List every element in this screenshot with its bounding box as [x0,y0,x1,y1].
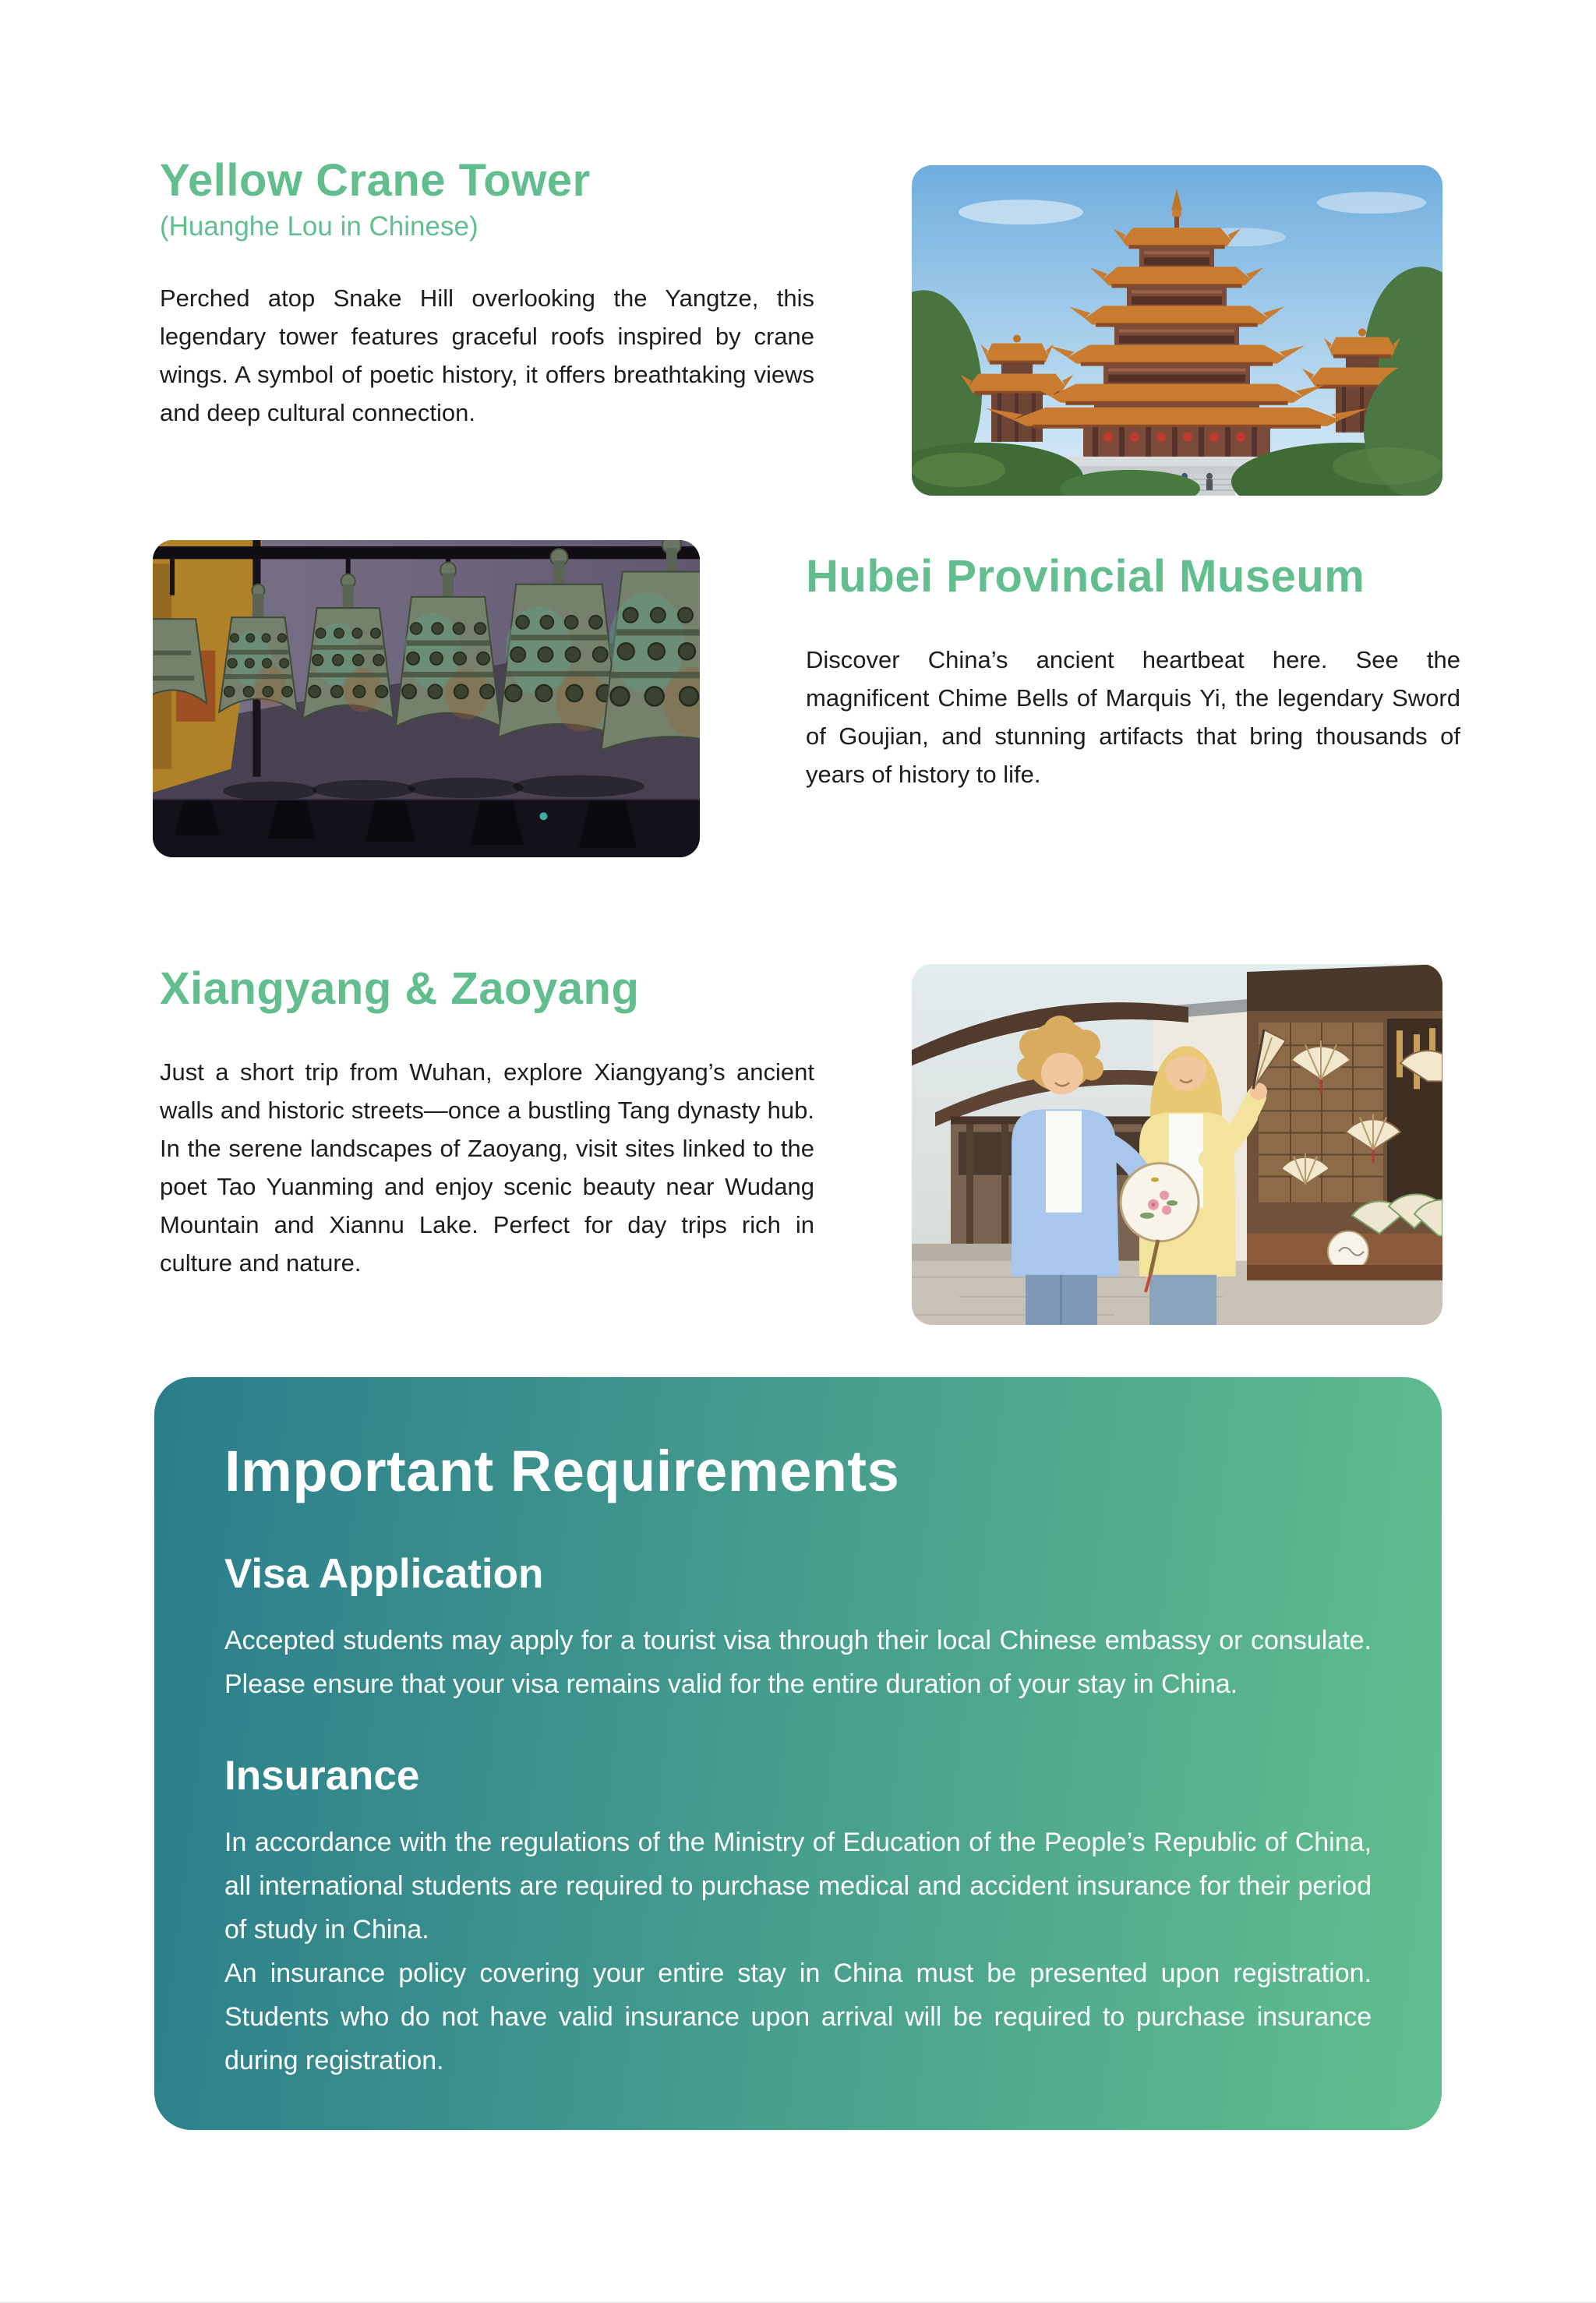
section-body: Perched atop Snake Hill overlooking the Yangtze, this legendary tower features graceful roofs inspired by crane wings. A symbol of poetic history, it offers breathtaking views and deep cultural connection. [160,284,814,426]
important-requirements-panel [154,1377,1442,2130]
visa-application-text: Accepted students may apply for a tourist visa through their local Chinese embassy or consulate. Please ensure that your visa remains valid for the entire duration of your stay in China. [224,1626,1372,1700]
section-hubei-provincial-museum [806,552,1460,793]
tourists-fan-stall-illustration [912,964,1442,1325]
bronze-bells-illustration [153,540,700,857]
fan-market-photo [912,964,1442,1325]
section-subtitle: (Huanghe Lou in Chinese) [160,210,478,242]
section-xiangyang-zaoyang [160,964,814,1282]
pagoda-illustration [912,165,1442,496]
section-title: Yellow Crane Tower [160,155,591,206]
chime-bells-photo [153,540,700,857]
section-body: Just a short trip from Wuhan, explore Xiangyang’s ancient walls and historic streets—once a bustling Tang dynasty hub. In the serene landscapes of Zaoyang, visit sites linked to the poet Tao Yuanming and enjoy scenic beauty near Wudang Mountain and Xiannu Lake. Perfect for day trips rich in culture and nature. [160,1058,814,1277]
section-title: Hubei Provincial Museum [806,551,1365,602]
visa-application-heading: Visa Application [224,1551,544,1598]
insurance-text-1: In accordance with the regulations of the Ministry of Education of the People’s Republic of China, all international students are required to purchase medical and accident insurance for their period of study in China. [224,1827,1372,1944]
section-yellow-crane-tower [160,156,814,432]
panel-title: Important Requirements [224,1439,900,1503]
yellow-crane-tower-photo [912,165,1442,496]
insurance-text-2: An insurance policy covering your entire stay in China must be presented upon registration. Students who do not have valid insurance upon arrival will be required to purchase insurance during registration. [224,1958,1372,2075]
insurance-heading: Insurance [224,1753,420,1800]
section-body: Discover China’s ancient heartbeat here. See the magnificent Chime Bells of Marquis Yi, the legendary Sword of Goujian, and stunning artifacts that bring thousands of years of history to life. [806,645,1460,788]
section-title: Xiangyang & Zaoyang [160,963,640,1014]
